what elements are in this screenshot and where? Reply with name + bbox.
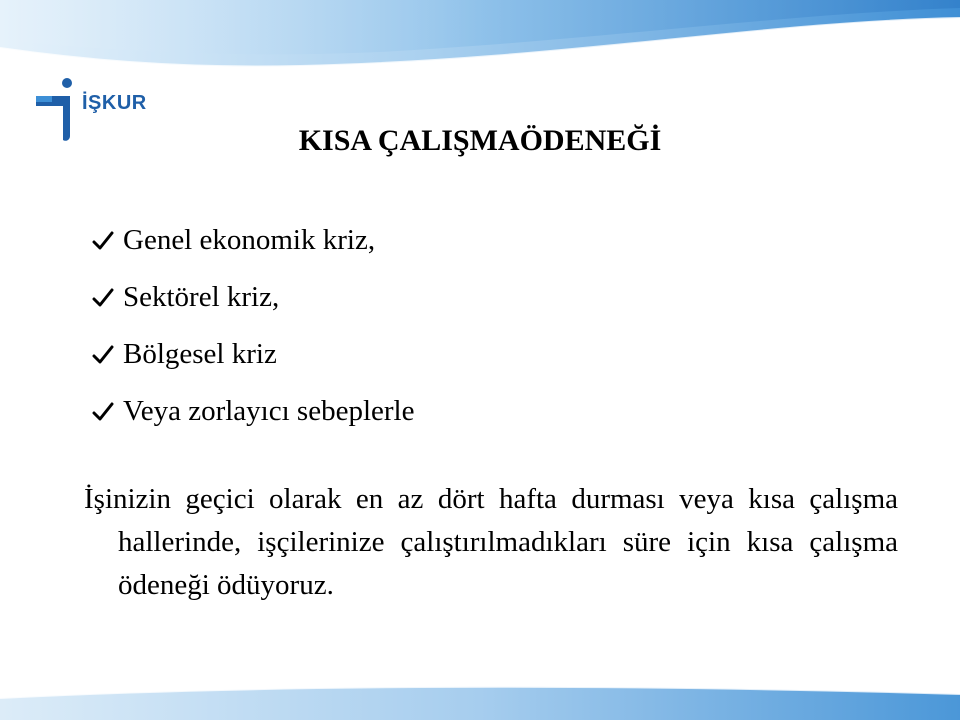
bullet-text: Sektörel kriz, [123,281,280,313]
checkmark-icon [92,287,114,309]
bullet-item [92,326,414,383]
body-paragraph: İşinizin geçici olarak en az dört hafta durması veya kısa çalışma hallerinde, işçilerinize çalıştırılmadıkları süre için kısa çalışma ödeneği ödüyoruz. [84,483,898,601]
bullet-list [92,212,414,440]
checkmark-icon [92,230,114,252]
bullet-text: Bölgesel kriz [123,338,277,370]
checkmark-icon [92,344,114,366]
bullet-item [92,383,414,440]
bullet-item [92,269,414,326]
bullet-item [92,212,414,269]
logo-text: İŞKUR [82,92,147,114]
checkmark-icon [92,401,114,423]
slide-title: KISA ÇALIŞMAÖDENEĞİ [298,124,662,157]
bottom-wave-banner [0,672,960,720]
bullet-text: Veya zorlayıcı sebeplerle [123,395,415,427]
bullet-text: Genel ekonomik kriz, [123,224,376,256]
